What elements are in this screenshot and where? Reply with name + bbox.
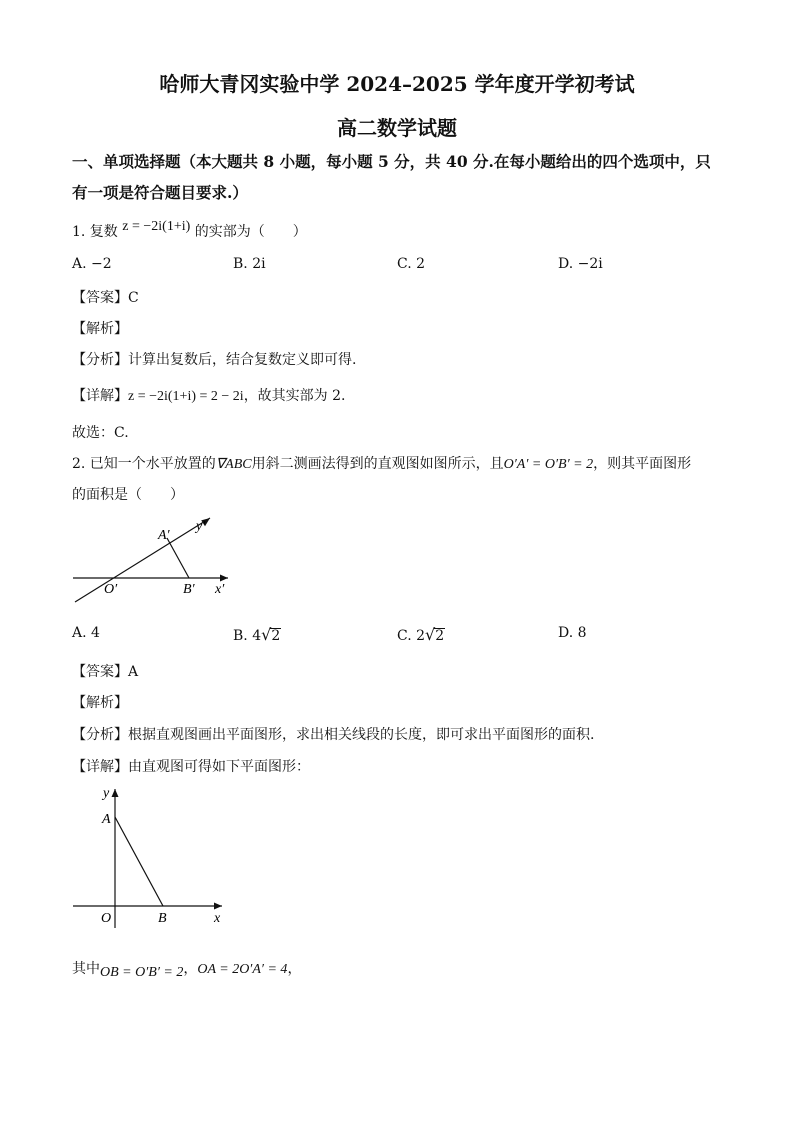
x-prime-arrow-icon [220, 575, 228, 582]
option-c-radicand: 2 [435, 628, 445, 644]
question-1-detail [72, 385, 346, 405]
question-2-option-c: C. 2√2 [397, 625, 445, 644]
where-equation-1: OB = O′B′ = 2 [100, 965, 184, 980]
question-2-stem-line2: 的面积是（ ） [72, 487, 184, 503]
label-y-prime: y′ [196, 519, 206, 534]
section-heading-line1: 一、单项选择题（本大题共 8 小题，每小题 5 分，共 40 分.在每小题给出的四个选项中，只 [72, 152, 711, 171]
question-2-answer [72, 661, 138, 681]
question-2-mid: 用斜二测画法得到的直观图如图所示，且 [251, 456, 504, 472]
answer-tag: 【答案】 [72, 290, 128, 306]
where-end: ， [287, 961, 302, 977]
question-1-number: 1. 复数 [72, 224, 118, 240]
detail-tag: 【详解】 [72, 759, 128, 775]
question-2-triangle: ∇ABC [215, 457, 252, 472]
label-b: B [158, 911, 167, 926]
question-2-where [72, 958, 301, 978]
label-a-prime: A′ [158, 528, 170, 543]
detail-tag: 【详解】 [72, 388, 128, 404]
question-1-expression: z = −2i(1+i) [122, 219, 191, 234]
option-b-radicand: 2 [271, 628, 281, 644]
plane-figure [70, 783, 235, 928]
fenxi-text: 根据直观图画出平面图形，求出相关线段的长度，即可求出平面图形的面积. [128, 727, 595, 743]
question-1-option-b: B. 2i [233, 256, 266, 272]
where-prefix: 其中 [72, 961, 100, 977]
question-1-option-c: C. 2 [397, 256, 426, 272]
question-2-stem-line1 [72, 453, 691, 473]
question-2-analysis-tag: 【解析】 [72, 695, 128, 711]
label-a: A [102, 812, 111, 827]
question-1-analysis-tag: 【解析】 [72, 321, 128, 337]
fenxi-tag: 【分析】 [72, 727, 128, 743]
question-2-detail [72, 756, 310, 776]
question-2-fenxi [72, 724, 594, 744]
label-x-prime: x′ [215, 582, 225, 597]
label-o: O [101, 911, 112, 926]
answer-tag: 【答案】 [72, 664, 128, 680]
label-o-prime: O′ [104, 582, 118, 597]
question-1-answer [72, 287, 139, 307]
where-separator: ， [183, 961, 198, 977]
question-2-tail: ，则其平面图形 [593, 456, 692, 472]
page-subtitle: 高二数学试题 [337, 116, 457, 140]
question-1-tail: 的实部为（ ） [194, 224, 307, 240]
question-2-option-a: A. 4 [72, 625, 100, 641]
y-arrow-icon [112, 789, 119, 797]
detail-expression: z = −2i(1+i) = 2 − 2i [128, 389, 244, 404]
question-2-option-d: D. 8 [558, 625, 587, 641]
label-b-prime: B′ [183, 582, 195, 597]
fenxi-tag: 【分析】 [72, 352, 128, 368]
x-arrow-icon [214, 903, 222, 910]
question-2-number: 2. 已知一个水平放置的 [72, 456, 216, 472]
page-title: 哈师大青冈实验中学 2024–2025 学年度开学初考试 [159, 72, 635, 96]
question-1-option-a: A. −2 [72, 256, 112, 272]
answer-value: C [128, 290, 139, 306]
where-equation-2: OA = 2O′A′ = 4 [197, 962, 288, 977]
detail-tail: ，故其实部为 2. [243, 388, 346, 404]
question-2-option-b: B. 4√2 [233, 625, 281, 644]
fenxi-text: 计算出复数后，结合复数定义即可得. [128, 352, 357, 368]
option-c-prefix: C. 2 [397, 628, 426, 644]
option-b-prefix: B. 4 [233, 628, 262, 644]
question-1-option-d: D. −2i [558, 256, 603, 272]
label-y: y [103, 786, 110, 801]
question-2-equation: O′A′ = O′B′ = 2 [503, 457, 594, 472]
detail-text: 由直观图可得如下平面图形： [128, 759, 310, 775]
question-1-stem [72, 221, 307, 241]
question-1-fenxi [72, 349, 356, 369]
oblique-figure [70, 512, 240, 608]
section-heading-line2: 有一项是符合题目要求.） [72, 183, 248, 202]
answer-value: A [128, 664, 139, 680]
segment-a-prime-b-prime [167, 538, 189, 578]
question-1-conclusion: 故选：C. [72, 425, 129, 441]
segment-a-b [115, 817, 163, 906]
label-x: x [214, 911, 221, 926]
